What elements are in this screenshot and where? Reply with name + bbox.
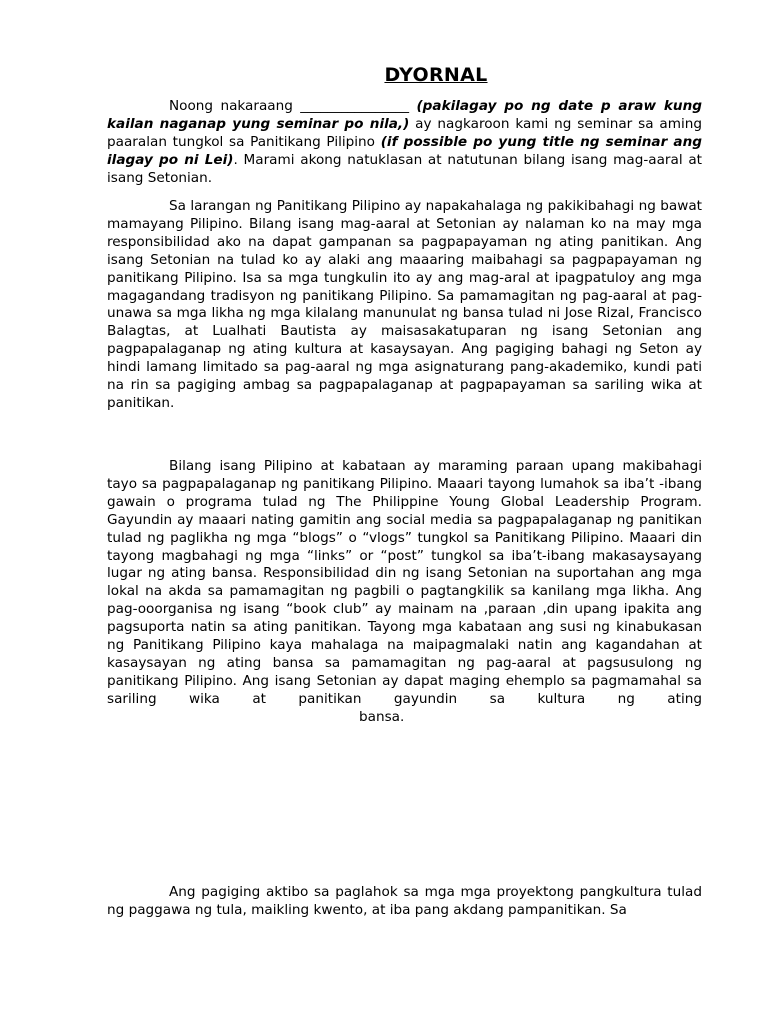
- paragraph-participation: [107, 458, 702, 727]
- paragraph-responsibility: Sa larangan ng Panitikang Pilipino ay napakahalaga ng pakikibahagi ng bawat mamayang Pilipino. Bilang isang mag-aaral at Setonian ay nalaman ko na may mga responsibilidad ako na dapat gampanan sa pagpapayaman ng ating panitikan. Ang isang Setonian na tulad ko ay alaki ang maaaring maibahagi sa pagpapayaman ng panitikang Pilipino. Isa sa mga tungkulin ito ay ang mag-aral at ipagpatuloy ang mga magagandang tradisyon ng panitikang Pilipino. Sa pamamagitan ng pag-aaral at pag-unawa sa mga likha ng mga kilalang manunulat ng bansa tulad ni Jose Rizal, Francisco Balagtas, at Lualhati Bautista ay maisasakatuparan ng isang Setonian ang pagpapalaganap ng ating kultura at kasaysayan. Ang pagiging bahagi ng Seton ay hindi lamang limitado sa pag-aaral ng mga asignaturang pang-akademiko, kundi pati na rin sa pagiging ambag sa pagpapalaganap at pagpapayaman sa sariling wika at panitikan.: [107, 198, 702, 411]
- intro-text-1: Noong nakaraang ________________: [169, 98, 417, 114]
- paragraph-activity: Ang pagiging aktibo sa paglahok sa mga mga proyektong pangkultura tulad ng paggawa ng tula, maikling kwento, at iba pang akdang pampanitikan. Sa: [107, 884, 702, 918]
- participation-end: bansa.: [359, 708, 405, 725]
- participation-text: Bilang isang Pilipino at kabataan ay maraming paraan upang makibahagi tayo sa pagpapalaganap ng panitikang Pilipino. Maaari tayong lumahok sa iba’t -ibang gawain o programa tulad ng The Philippine Young Global Leadership Program. Gayundin ay maaari nating gamitin ang social media sa pagpapalaganap ng panitikan tulad ng paglikha ng mga “blogs” o “vlogs” tungkol sa Panitikang Pilipino. Maaari din tayong magbahagi ng mga “links” or “post” tungkol sa iba’t-ibang makasaysayang lugar ng ating bansa. Responsibilidad din ng isang Setonian na suportahan ang mga lokal na akda sa pamamagitan ng pagbili o pagtangkilik sa kanilang mga likha. Ang pag-ooorganisa ng isang “book club” ay mainam na ,paraan ,din upang ipakita ang pagsuporta natin sa ating panitikan. Tayong mga kabataan ang susi ng kinabukasan ng Panitikang Pilipino kaya mahalaga na maipagmalaki natin ang kagandahan at kasaysayan ng ating bansa sa pamamagitan ng pag-aaral at pagsusulong ng panitikang Pilipino. Ang isang Setonian ay dapat maging ehemplo sa pagmamahal sa sariling wika at panitikan gayundin sa kultura ng ating: [107, 458, 702, 707]
- paragraph-intro: [107, 98, 702, 188]
- intro-text-2: ay nagkaroon kami ng seminar sa aming paaralan tungkol sa Panitikang Pilipino: [107, 115, 702, 150]
- intro-note-title: (if possible po yung title ng seminar ang ilagay po ni Lei): [107, 133, 703, 168]
- document-page: [107, 0, 702, 1024]
- intro-text-3: . Marami akong natuklasan at natutunan bilang isang mag-aaral at isang Setonian.: [107, 151, 702, 186]
- document-title: DYORNAL: [384, 64, 488, 86]
- intro-note-date: (pakilagay po ng date p araw kung kailan naganap yung seminar po nila,): [107, 98, 702, 132]
